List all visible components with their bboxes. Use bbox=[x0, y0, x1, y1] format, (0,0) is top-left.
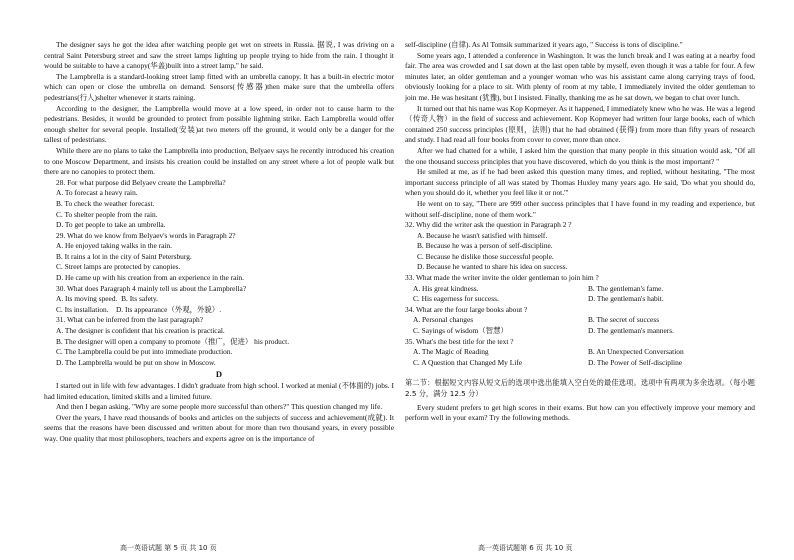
options-30-row2 bbox=[44, 305, 394, 316]
option-35b: B. An Unexpected Conversation bbox=[588, 347, 684, 357]
option-29a: A. He enjoyed taking walks in the rain. bbox=[56, 241, 172, 251]
option-32b: B. Because he was a person of self-discipline. bbox=[417, 241, 553, 251]
option-33b: B. The gentleman's fame. bbox=[588, 283, 664, 293]
option-30d: D. Its appearance（外观，外貌）. bbox=[115, 304, 222, 314]
passage-d-paragraph: Over the years, I have read thousands of books and articles on the subjects of success and achievement(成就). It seems that the reasons have been discussed and written about for more than two thousand years, in every possible way. One quality that most philosophers, teachers and experts agree on is the importance of bbox=[44, 412, 394, 443]
question-34: 34. What are the four large books about ? bbox=[405, 304, 528, 314]
option-32d: D. Because he wanted to share his idea on success. bbox=[417, 262, 568, 272]
option-31d: D. The Lampbrella would be put on show in Moscow. bbox=[56, 357, 216, 367]
left-column bbox=[44, 40, 394, 445]
option-28d: D. To get people to take an umbrella. bbox=[56, 220, 166, 230]
option-30a: A. Its moving speed. bbox=[56, 294, 118, 304]
passage-c-paragraph: The Lampbrella is a standard-looking street lamp fitted with an umbrella canopy. It has a built-in electric motor which can open or close the umbrella on demand. Sensors(传感器)then make sure that the umbrella offers pedestrians(行人)shelter whenever it starts raining. bbox=[44, 71, 394, 102]
option-29b: B. It rains a lot in the city of Saint Petersburg. bbox=[56, 251, 192, 261]
option-31a: A. The designer is confident that his creation is practical. bbox=[56, 326, 225, 336]
option-33d: D. The gentleman's habit. bbox=[588, 294, 664, 304]
options-33-row1 bbox=[405, 284, 755, 295]
option-31c: C. The Lampbrella could be put into immediate production. bbox=[56, 347, 233, 357]
page-footer-right: 高一英语试题第 6 页 共 10 页 bbox=[478, 544, 573, 552]
passage-d-paragraph: It turned out that his name was Kop Kopmeyer. As it happened, I immediately knew who he was. He was a legend（传奇人物）in the field of success and achievement. Kop Kopmeyer had written four large books, each of which contained 250 success principles (原则，法则) that he had obtained (获得) from more than fifty years of research and study. I had read all four books from cover to cover, more than once. bbox=[405, 103, 755, 145]
passage-d-paragraph: self-discipline (自律). As Al Tomsik summarized it years ago, " Success is tons of discipline." bbox=[405, 40, 683, 49]
option-30b: B. Its safety. bbox=[121, 294, 158, 304]
question-29: 29. What do we know from Belyaev's words in Paragraph 2? bbox=[56, 230, 236, 240]
option-29d: D. He came up with his creation from an experience in the rain. bbox=[56, 273, 244, 283]
option-34c: C. Sayings of wisdom（智慧） bbox=[413, 326, 508, 336]
passage-c-paragraph: While there are no plans to take the Lampbrella into production, Belyaev says he recently introduced his creation to one Moscow Department, and insists his creation could be installed on any street where a lot of people walk but there are no canopies to protect them. bbox=[44, 145, 394, 177]
question-30: 30. What does Paragraph 4 mainly tell us about the Lampbrella? bbox=[56, 283, 247, 293]
option-29c: C. Street lamps are protected by canopies. bbox=[56, 262, 181, 272]
passage-d-paragraph: Some years ago, I attended a conference in Washington. It was the lunch break and I was eating at a nearby food fair. The area was crowded and I sat down at the last open table by myself, even though it was a table for four. A few minutes later, an older gentleman and a younger woman who was his assistant came along carrying trays of food, obviously looking for a place to sit. With plenty of room at my table, I immediately invited the older gentleman to join me. He was hesitant (犹豫), but I insisted. Finally, thanking me as he sat down, we began to chat over lunch. bbox=[405, 50, 755, 102]
question-32: 32. Why did the writer ask the question in Paragraph 2 ? bbox=[405, 220, 572, 230]
question-35: 35. What's the best title for the text ? bbox=[405, 336, 514, 346]
options-35-row2 bbox=[405, 358, 755, 369]
page-footer-left: 高一英语试题 第 5 页 共 10 页 bbox=[120, 544, 217, 552]
option-34b: B. The secret of success bbox=[588, 315, 660, 325]
option-28b: B. To check the weather forecast. bbox=[56, 198, 155, 208]
options-30-row1 bbox=[44, 294, 394, 305]
options-34-row2 bbox=[405, 326, 755, 337]
passage-d-paragraph: After we had chatted for a while, I asked him the question that many people in this situation would ask, "Of all the one thousand success principles that you have discovered, which do you think is the most important? " bbox=[405, 145, 755, 166]
option-28a: A. To forecast a heavy rain. bbox=[56, 188, 138, 198]
option-28c: C. To shelter people from the rain. bbox=[56, 209, 158, 219]
passage-d-paragraph: He smiled at me, as if he had been asked this question many times, and replied, without hesitating, "The most important success principle of all was stated by Thomas Huxley many years ago. He said, 'Do what you should do, when you should do it, whether you feel like it or not.'" bbox=[405, 167, 755, 198]
option-30c: C. Its installation. bbox=[56, 304, 109, 314]
passage-e-intro: Every student prefers to get high scores in their exams. But how can you effectively improve your memory and perform well in your exam? Try the following methods. bbox=[405, 402, 755, 423]
option-32a: A. Because he wasn't satisfied with himself. bbox=[417, 230, 548, 240]
question-33: 33. What made the writer invite the older gentleman to join him ? bbox=[405, 273, 599, 283]
option-35c: C. A Question that Changed My Life bbox=[413, 357, 522, 367]
passage-d-paragraph: He went on to say, "There are 999 other success principles that I have found in my reading and experience, but without self-discipline, none of them work." bbox=[405, 198, 755, 219]
question-31: 31. What can be inferred from the last paragraph? bbox=[56, 315, 203, 325]
right-column bbox=[405, 40, 755, 424]
option-35d: D. The Power of Self-discipline bbox=[588, 357, 683, 367]
passage-d-paragraph: And then I began asking, "Why are some people more successful than others?" This question changed my life. bbox=[56, 402, 383, 412]
passage-d-paragraph: I started out in life with few advantages. I didn't graduate from high school. I worked at menial (不体面的) jobs. I had limited education, limited skills and a limited future. bbox=[44, 381, 394, 401]
option-34a: A. Personal changes bbox=[413, 315, 474, 325]
options-35-row1 bbox=[405, 347, 755, 358]
question-28: 28. For what purpose did Belyaev create the Lampbrella? bbox=[56, 177, 226, 187]
option-31b: B. The designer will open a company to promote（推广，促进） his product. bbox=[56, 336, 290, 346]
passage-c-paragraph: According to the designer, the Lampbrella would move at a low speed, in order not to cause harm to the pedestrians. Besides, it would be grounded to protect from possible lightning strike. Each Lampbrella would offer enough shelter for several people. Installed(安装)at two meters off the ground, it would only be a danger for the tallest of pedestrians. bbox=[44, 103, 394, 145]
section-d-heading: D bbox=[215, 369, 223, 380]
option-33c: C. His eagerness for success. bbox=[413, 294, 499, 304]
section-2-instructions: 第二节：根据短文内容从短文后的选项中选出能填入空白处的最佳选项。选项中有两项为多余选项。（每小题 2.5 分，满分 12.5 分） bbox=[405, 378, 755, 398]
option-32c: C. Because he dislike those successful people. bbox=[417, 251, 554, 261]
options-33-row2 bbox=[405, 294, 755, 305]
option-35a: A. The Magic of Reading bbox=[413, 347, 489, 357]
option-33a: A. His great kindness. bbox=[413, 283, 479, 293]
passage-c-paragraph: The designer says he got the idea after watching people get wet on streets in Russia. 据说, I was driving on a central Saint Petersburg street and saw the street lamps lighting up people trying to hide from the rain. I thought it would be suitable to have a canopy(华盖)built into a street lamp," he said. bbox=[44, 40, 394, 71]
option-34d: D. The gentleman's manners. bbox=[588, 326, 674, 336]
options-34-row1 bbox=[405, 315, 755, 326]
